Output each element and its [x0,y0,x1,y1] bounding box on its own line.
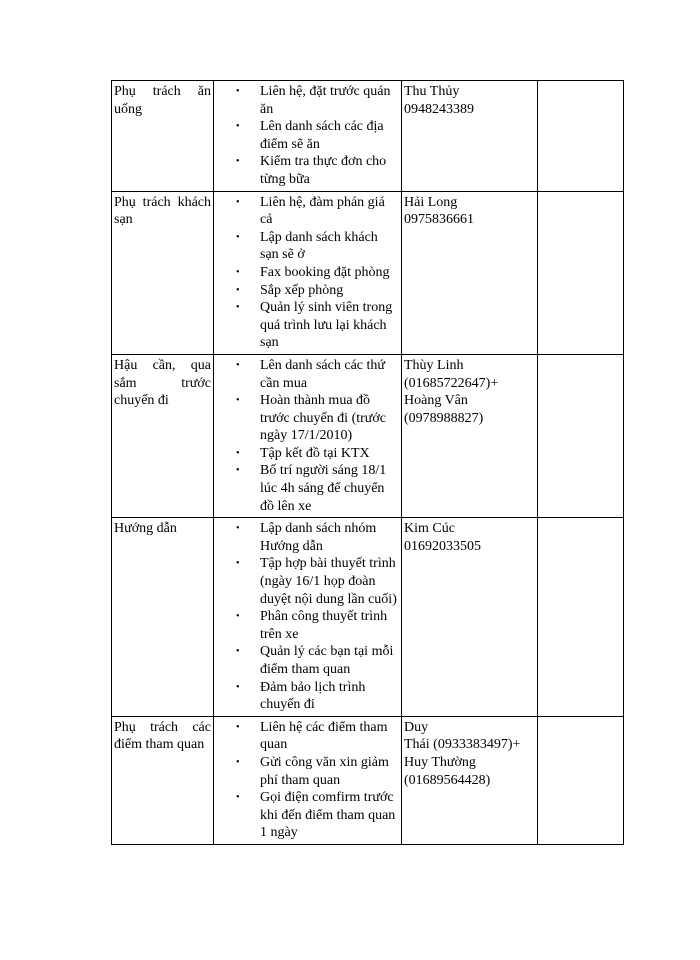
bullet-icon: • [236,523,240,535]
list-item [236,789,399,842]
list-item [236,555,399,608]
contact-line: Hoàng Vân [404,393,468,409]
role-text: Phụ trách khách sạn [114,194,211,228]
list-item [236,118,399,153]
table-row [112,81,624,192]
task-list [216,83,399,189]
bullet-icon: • [236,465,240,477]
contact-cell [402,518,538,717]
task-text: Liên hệ, đặt trước quán ăn [260,84,391,117]
bullet-icon: • [236,646,240,658]
task-text: Quản lý sinh viên trong quá trình lưu lại khách sạn [260,300,393,351]
list-item [236,719,399,754]
note-cell [538,518,624,717]
task-text: Gửi công văn xin giảm phí tham quan [260,754,389,788]
bullet-icon: • [236,447,240,459]
bullet-icon: • [236,266,240,278]
note-cell [538,81,624,192]
table-row [112,716,624,844]
contact-line: Huy Thường [404,754,476,770]
bullet-icon: • [236,196,240,208]
task-text: Liên hệ các điểm tham quan [260,719,388,753]
task-text: Lên danh sách các thứ cần mua [260,357,385,391]
bullet-icon: • [236,558,240,570]
task-list [216,357,399,515]
contact-line: Thái (0933383497)+ [404,737,521,753]
bullet-icon: • [236,681,240,693]
list-item [236,643,399,678]
list-item [236,462,399,515]
task-text: Lập danh sách nhóm Hướng dẫn [260,521,377,554]
tasks-cell [214,354,402,517]
bullet-icon: • [236,86,240,97]
task-text: Liên hệ, đàm phán giá cả [260,194,385,228]
bullet-icon: • [236,611,240,623]
task-text: Quản lý các bạn tại mỗi điểm tham quan [260,644,394,677]
bullet-icon: • [236,359,240,371]
list-item [236,608,399,643]
bullet-icon: • [236,756,240,768]
contact-line: 0975836661 [404,212,474,228]
task-text: Lập danh sách khách sạn sẽ ở [260,229,378,263]
bullet-icon: • [236,721,240,733]
bullet-icon: • [236,284,240,296]
list-item [236,520,399,555]
bullet-icon: • [236,395,240,407]
contact-cell [402,191,538,354]
list-item [236,153,399,188]
task-text: Tập hợp bài thuyết trình (ngày 16/1 họp đoàn duyệt nội dung lần cuối) [260,556,397,607]
contact-line: 01692033505 [404,538,481,554]
role-cell [112,716,214,844]
contact-line: (01689564428) [404,772,491,788]
role-text: Phụ trách ăn uống [114,84,211,117]
tasks-cell [214,518,402,717]
role-cell [112,191,214,354]
contact-line: (01685722647)+ [404,375,499,391]
bullet-icon: • [236,156,240,168]
list-item [236,83,399,118]
contact-line: 0948243389 [404,101,474,117]
role-cell [112,354,214,517]
role-text: Phụ trách các điểm tham quan [114,719,211,753]
task-text: Đảm bảo lịch trình chuyến đi [260,679,366,713]
list-item [236,754,399,789]
list-item [236,299,399,352]
contact-line: Hải Long [404,194,458,210]
list-item [236,264,399,282]
task-text: Lên danh sách các địa điểm sẽ ăn [260,119,384,152]
table-row [112,518,624,717]
task-list [216,520,399,714]
table-row [112,191,624,354]
table-row [112,354,624,517]
list-item [236,679,399,714]
task-list [216,194,399,352]
contact-line: Kim Cúc [404,521,455,537]
role-cell [112,81,214,192]
role-text: Hậu cần, qua sắm trước chuyến đi [114,357,211,409]
task-text: Hoàn thành mua đồ trước chuyến đi (trước ngày 17/1/2010) [260,393,386,444]
task-text: Phân công thuyết trình trên xe [260,609,388,642]
list-item [236,392,399,445]
note-cell [538,354,624,517]
tasks-cell [214,81,402,192]
contact-cell [402,81,538,192]
contact-line: Thùy Linh [404,357,464,373]
list-item [236,282,399,300]
task-text: Sắp xếp phòng [260,282,344,298]
tasks-cell [214,191,402,354]
task-text: Gọi điện comfirm trước khi đến điểm tham quan 1 ngày [260,790,396,841]
list-item [236,194,399,229]
note-cell [538,191,624,354]
bullet-icon: • [236,231,240,243]
role-cell [112,518,214,717]
task-text: Tập kết đồ tại KTX [260,445,370,461]
note-cell [538,716,624,844]
list-item [236,357,399,392]
tasks-cell [214,716,402,844]
task-text: Bố trí người sáng 18/1 lúc 4h sáng để chuyển đồ lên xe [260,463,387,514]
task-list [216,719,399,842]
bullet-icon: • [236,121,240,133]
bullet-icon: • [236,302,240,314]
list-item [236,229,399,264]
table-body [112,81,624,845]
task-text: Kiểm tra thực đơn cho từng bữa [260,154,387,187]
contact-cell [402,354,538,517]
list-item [236,445,399,463]
contact-line: Thu Thủy [404,84,460,99]
contact-line: Duy [404,719,429,735]
task-text: Fax booking đặt phòng [260,264,390,280]
task-assignment-table [111,80,624,845]
contact-cell [402,716,538,844]
role-text: Hướng dẫn [114,521,177,537]
bullet-icon: • [236,792,240,804]
contact-line: (0978988827) [404,410,484,426]
